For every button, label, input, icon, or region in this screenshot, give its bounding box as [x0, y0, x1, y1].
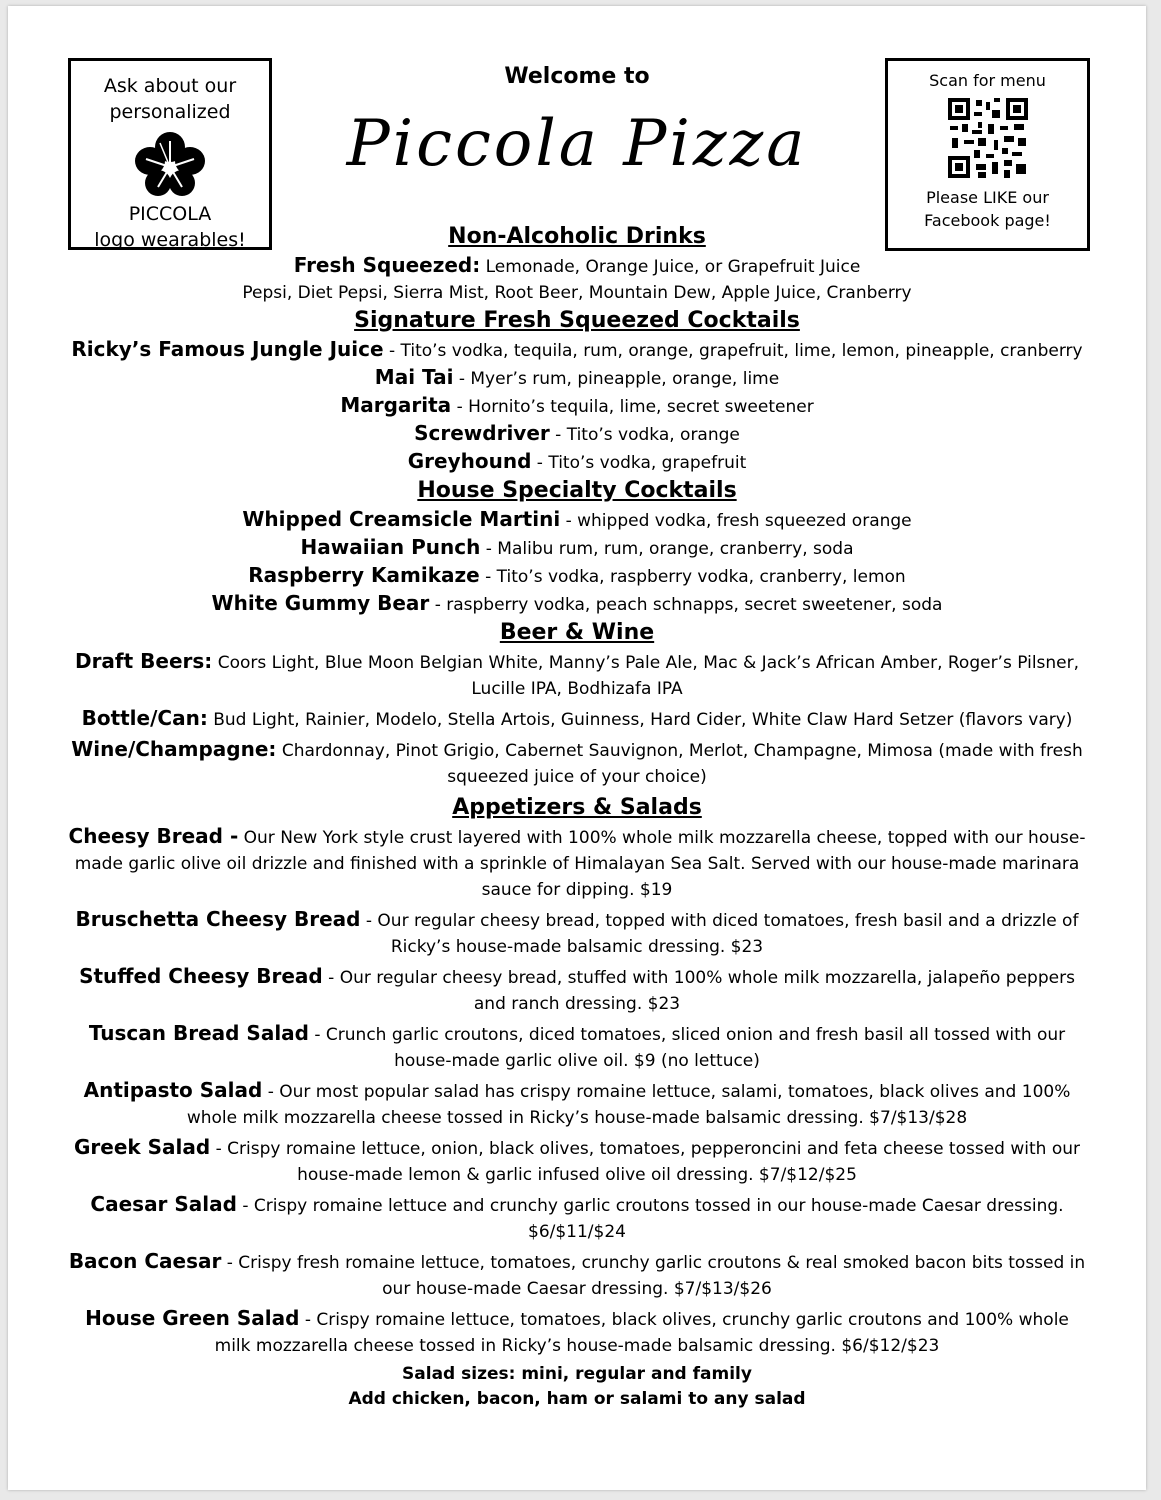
item-name: House Green Salad — [85, 1306, 300, 1330]
menu-item — [68, 906, 1086, 960]
item-name: Margarita — [340, 393, 452, 417]
item-desc: - Crispy romaine lettuce and crunchy garlic croutons tossed in our house-made Caesar dressing. $6/$11/$24 — [236, 1196, 1064, 1242]
menu-content — [68, 222, 1086, 1412]
non-alcoholic-heading: Non-Alcoholic Drinks — [448, 224, 706, 249]
menu-item — [68, 1020, 1086, 1074]
menu-item — [68, 963, 1086, 1017]
menu-item — [68, 1305, 1086, 1359]
menu-item — [68, 364, 1086, 392]
item-desc: Bud Light, Rainier, Modelo, Stella Artois, Guinness, Hard Cider, White Claw Hard Setzer (flavors vary) — [207, 710, 1073, 730]
salad-sizes-note: Salad sizes: mini, regular and family — [402, 1364, 752, 1384]
scan-label: Scan for menu — [929, 71, 1046, 90]
item-name: Cheesy Bread - — [68, 824, 239, 848]
item-name: White Gummy Bear — [211, 591, 430, 615]
item-name: Raspberry Kamikaze — [248, 563, 480, 587]
appetizers-heading: Appetizers & Salads — [452, 795, 702, 820]
item-desc: - Crispy romaine lettuce, tomatoes, black olives, crunchy garlic croutons and 100% whole milk mozzarella cheese tossed in Ricky’s house-made balsamic dressing. $6/$12/$23 — [214, 1310, 1069, 1356]
menu-item — [68, 648, 1086, 702]
item-desc: - Hornito’s tequila, lime, secret sweetener — [451, 397, 814, 417]
item-desc: - Tito’s vodka, grapefruit — [531, 453, 747, 473]
fresh-squeezed-text: Lemonade, Orange Juice, or Grapefruit Juice — [480, 257, 861, 277]
item-name: Wine/Champagne: — [71, 737, 277, 761]
item-desc: - raspberry vodka, peach schnapps, secret sweetener, soda — [429, 595, 943, 615]
item-desc: - Crunch garlic croutons, diced tomatoes, sliced onion and fresh basil all tossed with our house-made garlic olive oil. $9 (no lettuce) — [308, 1025, 1066, 1071]
like-line-1: Please LIKE our — [926, 188, 1049, 207]
sodas-line: Pepsi, Diet Pepsi, Sierra Mist, Root Beer, Mountain Dew, Apple Juice, Cranberry — [242, 283, 912, 303]
item-desc: - Tito’s vodka, orange — [549, 425, 740, 445]
menu-item — [68, 705, 1086, 733]
menu-item — [68, 1134, 1086, 1188]
like-line-2: Facebook page! — [924, 211, 1051, 230]
menu-item — [68, 420, 1086, 448]
promo-line-4: logo wearables! — [94, 229, 246, 251]
menu-item — [68, 534, 1086, 562]
item-desc: - Crispy romaine lettuce, onion, black olives, tomatoes, pepperoncini and feta cheese tossed with our house-made lemon & garlic infused olive oil dressing. $7/$12/$25 — [210, 1139, 1080, 1185]
item-name: Draft Beers: — [74, 649, 213, 673]
welcome-text: Welcome to — [504, 64, 650, 89]
item-name: Ricky’s Famous Jungle Juice — [71, 337, 384, 361]
house-specialty-heading: House Specialty Cocktails — [417, 478, 737, 503]
fresh-squeezed-line — [68, 252, 1086, 280]
item-desc: - Crispy fresh romaine lettuce, tomatoes, crunchy garlic croutons & real smoked bacon bits tossed in our house-made Caesar dressing. $7/$13/$26 — [221, 1253, 1086, 1299]
signature-heading: Signature Fresh Squeezed Cocktails — [354, 308, 800, 333]
item-desc: Chardonnay, Pinot Grigio, Cabernet Sauvignon, Merlot, Champagne, Mimosa (made with fresh squeezed juice of your choice) — [276, 741, 1083, 787]
item-desc: Coors Light, Blue Moon Belgian White, Manny’s Pale Ale, Mac & Jack’s African Amber, Roger’s Pilsner, Lucille IPA, Bodhizafa IPA — [212, 653, 1080, 699]
menu-item — [68, 590, 1086, 618]
menu-item — [68, 392, 1086, 420]
menu-item — [68, 562, 1086, 590]
item-name: Mai Tai — [374, 365, 454, 389]
item-desc: - Our regular cheesy bread, stuffed with 100% whole milk mozzarella, jalapeño peppers and ranch dressing. $23 — [322, 968, 1075, 1014]
menu-item — [68, 448, 1086, 476]
beer-wine-heading: Beer & Wine — [499, 620, 655, 645]
menu-item — [68, 1191, 1086, 1245]
item-desc: - Our regular cheesy bread, topped with diced tomatoes, fresh basil and a drizzle of Ricky’s house-made balsamic dressing. $23 — [360, 911, 1079, 957]
item-name: Whipped Creamsicle Martini — [242, 507, 561, 531]
salad-addons-note: Add chicken, bacon, ham or salami to any salad — [348, 1389, 806, 1409]
item-name: Hawaiian Punch — [300, 535, 481, 559]
menu-item — [68, 336, 1086, 364]
menu-item — [68, 1248, 1086, 1302]
item-name: Bruschetta Cheesy Bread — [75, 907, 361, 931]
item-desc: - Myer’s rum, pineapple, orange, lime — [453, 369, 780, 389]
fresh-squeezed-label: Fresh Squeezed: — [293, 253, 481, 277]
item-name: Caesar Salad — [90, 1192, 237, 1216]
item-desc: - Malibu rum, rum, orange, cranberry, soda — [480, 539, 854, 559]
item-desc: Our New York style crust layered with 100% whole milk mozzarella cheese, topped with our house-made garlic olive oil drizzle and finished with a sprinkle of Himalayan Sea Salt. Served with our house-made marinara sauce for dipping. $19 — [74, 828, 1086, 900]
item-name: Tuscan Bread Salad — [88, 1021, 309, 1045]
promo-line-1: Ask about our — [103, 75, 237, 97]
item-desc: - Tito’s vodka, raspberry vodka, cranberry, lemon — [479, 567, 906, 587]
menu-item — [68, 736, 1086, 790]
item-name: Greek Salad — [73, 1135, 211, 1159]
item-desc: - Tito’s vodka, tequila, rum, orange, grapefruit, lime, lemon, pineapple, cranberry — [383, 341, 1083, 361]
item-name: Bottle/Can: — [81, 706, 208, 730]
item-desc: - whipped vodka, fresh squeezed orange — [560, 511, 912, 531]
item-desc: - Our most popular salad has crispy romaine lettuce, salami, tomatoes, black olives and 100% whole milk mozzarella cheese tossed in Ricky’s house-made balsamic dressing. $7/$13/$28 — [186, 1082, 1071, 1128]
item-name: Bacon Caesar — [68, 1249, 222, 1273]
menu-page — [8, 6, 1146, 1490]
item-name: Screwdriver — [414, 421, 550, 445]
item-name: Stuffed Cheesy Bread — [79, 964, 323, 988]
item-name: Greyhound — [407, 449, 532, 473]
menu-item — [68, 1077, 1086, 1131]
menu-item — [68, 506, 1086, 534]
item-name: Antipasto Salad — [83, 1078, 263, 1102]
restaurant-title: Piccola Pizza — [346, 107, 808, 181]
menu-item — [68, 823, 1086, 903]
promo-line-2: personalized — [109, 101, 231, 123]
qr-code-icon[interactable] — [948, 98, 1028, 178]
promo-line-3: PICCOLA — [128, 203, 212, 225]
